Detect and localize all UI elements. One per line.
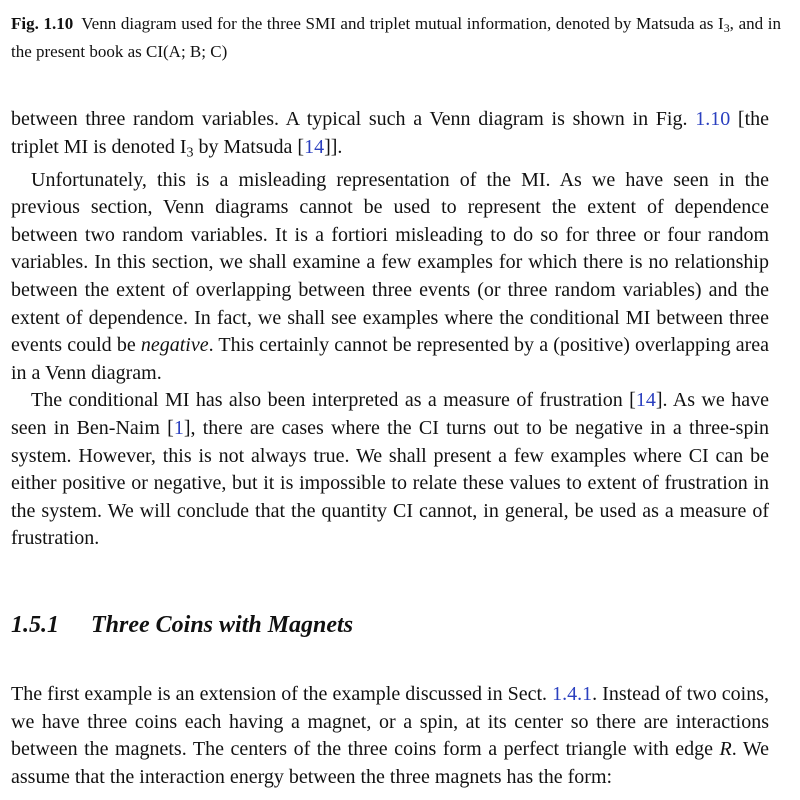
paragraph-2-text-2: . This certainly cannot be represented by a (positive) overlapping area in a Venn diagram. <box>11 334 770 384</box>
paragraph-2 <box>11 167 769 388</box>
paragraph-4-text-3: . We assume that the interaction energy between the three magnets has the form: <box>11 738 769 788</box>
section-body <box>11 681 769 791</box>
citation-link-14[interactable]: 14 <box>304 135 325 158</box>
caption-text-2: , and in the present book as CI(A; B; C) <box>11 14 781 61</box>
caption-text-1: Venn diagram used for the three SMI and triplet mutual information, denoted by Matsuda as I <box>81 14 724 33</box>
section-number: 1.5.1 <box>11 612 59 638</box>
paragraph-1-text-3: by Matsuda [ <box>193 135 305 158</box>
paragraph-1-subscript: 3 <box>186 145 194 161</box>
section-heading <box>11 612 353 639</box>
section-reference-link[interactable]: 1.4.1 <box>552 683 593 705</box>
paragraph-1-text-4: ]]. <box>324 135 343 158</box>
citation-link-1[interactable]: 1 <box>173 417 184 440</box>
section-title: Three Coins with Magnets <box>91 612 354 638</box>
paragraph-4-emphasis: R <box>719 738 732 761</box>
paragraph-4 <box>11 681 769 791</box>
paragraph-4-text-2: . Instead of two coins, we have three coins each having a magnet, or a spin, at its center so there are interactions between the magnets. The centers of the three coins form a perfect triangle with edge <box>11 683 769 761</box>
paragraph-2-text-1: Unfortunately, this is a misleading representation of the MI. As we have seen in the previous section, Venn diagrams cannot be used to represent the extent of dependence between two random variables. It is a fortiori misleading to do so for three or four random variables. In this section, we shall examine a few examples for which there is no relationship between the extent of overlapping between three events (or three random variables) and the extent of dependence. In fact, we shall see examples where the conditional MI between three events could be <box>11 168 769 357</box>
figure-caption <box>11 12 781 63</box>
paragraph-3 <box>11 387 769 553</box>
section-body-clip <box>11 681 769 800</box>
paragraph-1-text-1: between three random variables. A typical such a Venn diagram is shown in Fig. <box>11 108 696 130</box>
paragraph-3-text-3: ], there are cases where the CI turns out to be negative in a three-spin system. However, this is not always true. We shall present a few examples where CI can be either positive or negative, but it is impossible to relate these values to extent of frustration in the system. We will conclude that the quantity CI cannot, in general, be used as a measure of frustration. <box>11 417 769 550</box>
caption-subscript: 3 <box>723 20 730 35</box>
figure-reference-link[interactable]: 1.10 <box>695 108 731 130</box>
paragraph-3-text-1: The conditional MI has also been interpreted as a measure of frustration [ <box>31 389 636 412</box>
paragraph-1-text-2: [the triplet MI is denoted I <box>11 108 769 158</box>
citation-link-14[interactable]: 14 <box>635 389 656 412</box>
body-text-block <box>11 106 769 553</box>
paragraph-2-emphasis: negative <box>140 334 209 357</box>
figure-label: Fig. 1.10 <box>11 14 74 33</box>
paragraph-3-text-2: ]. As we have seen in Ben-Naim [ <box>11 389 769 440</box>
paragraph-4-text-1: The first example is an extension of the example discussed in Sect. <box>11 683 553 705</box>
paragraph-1 <box>11 106 769 167</box>
